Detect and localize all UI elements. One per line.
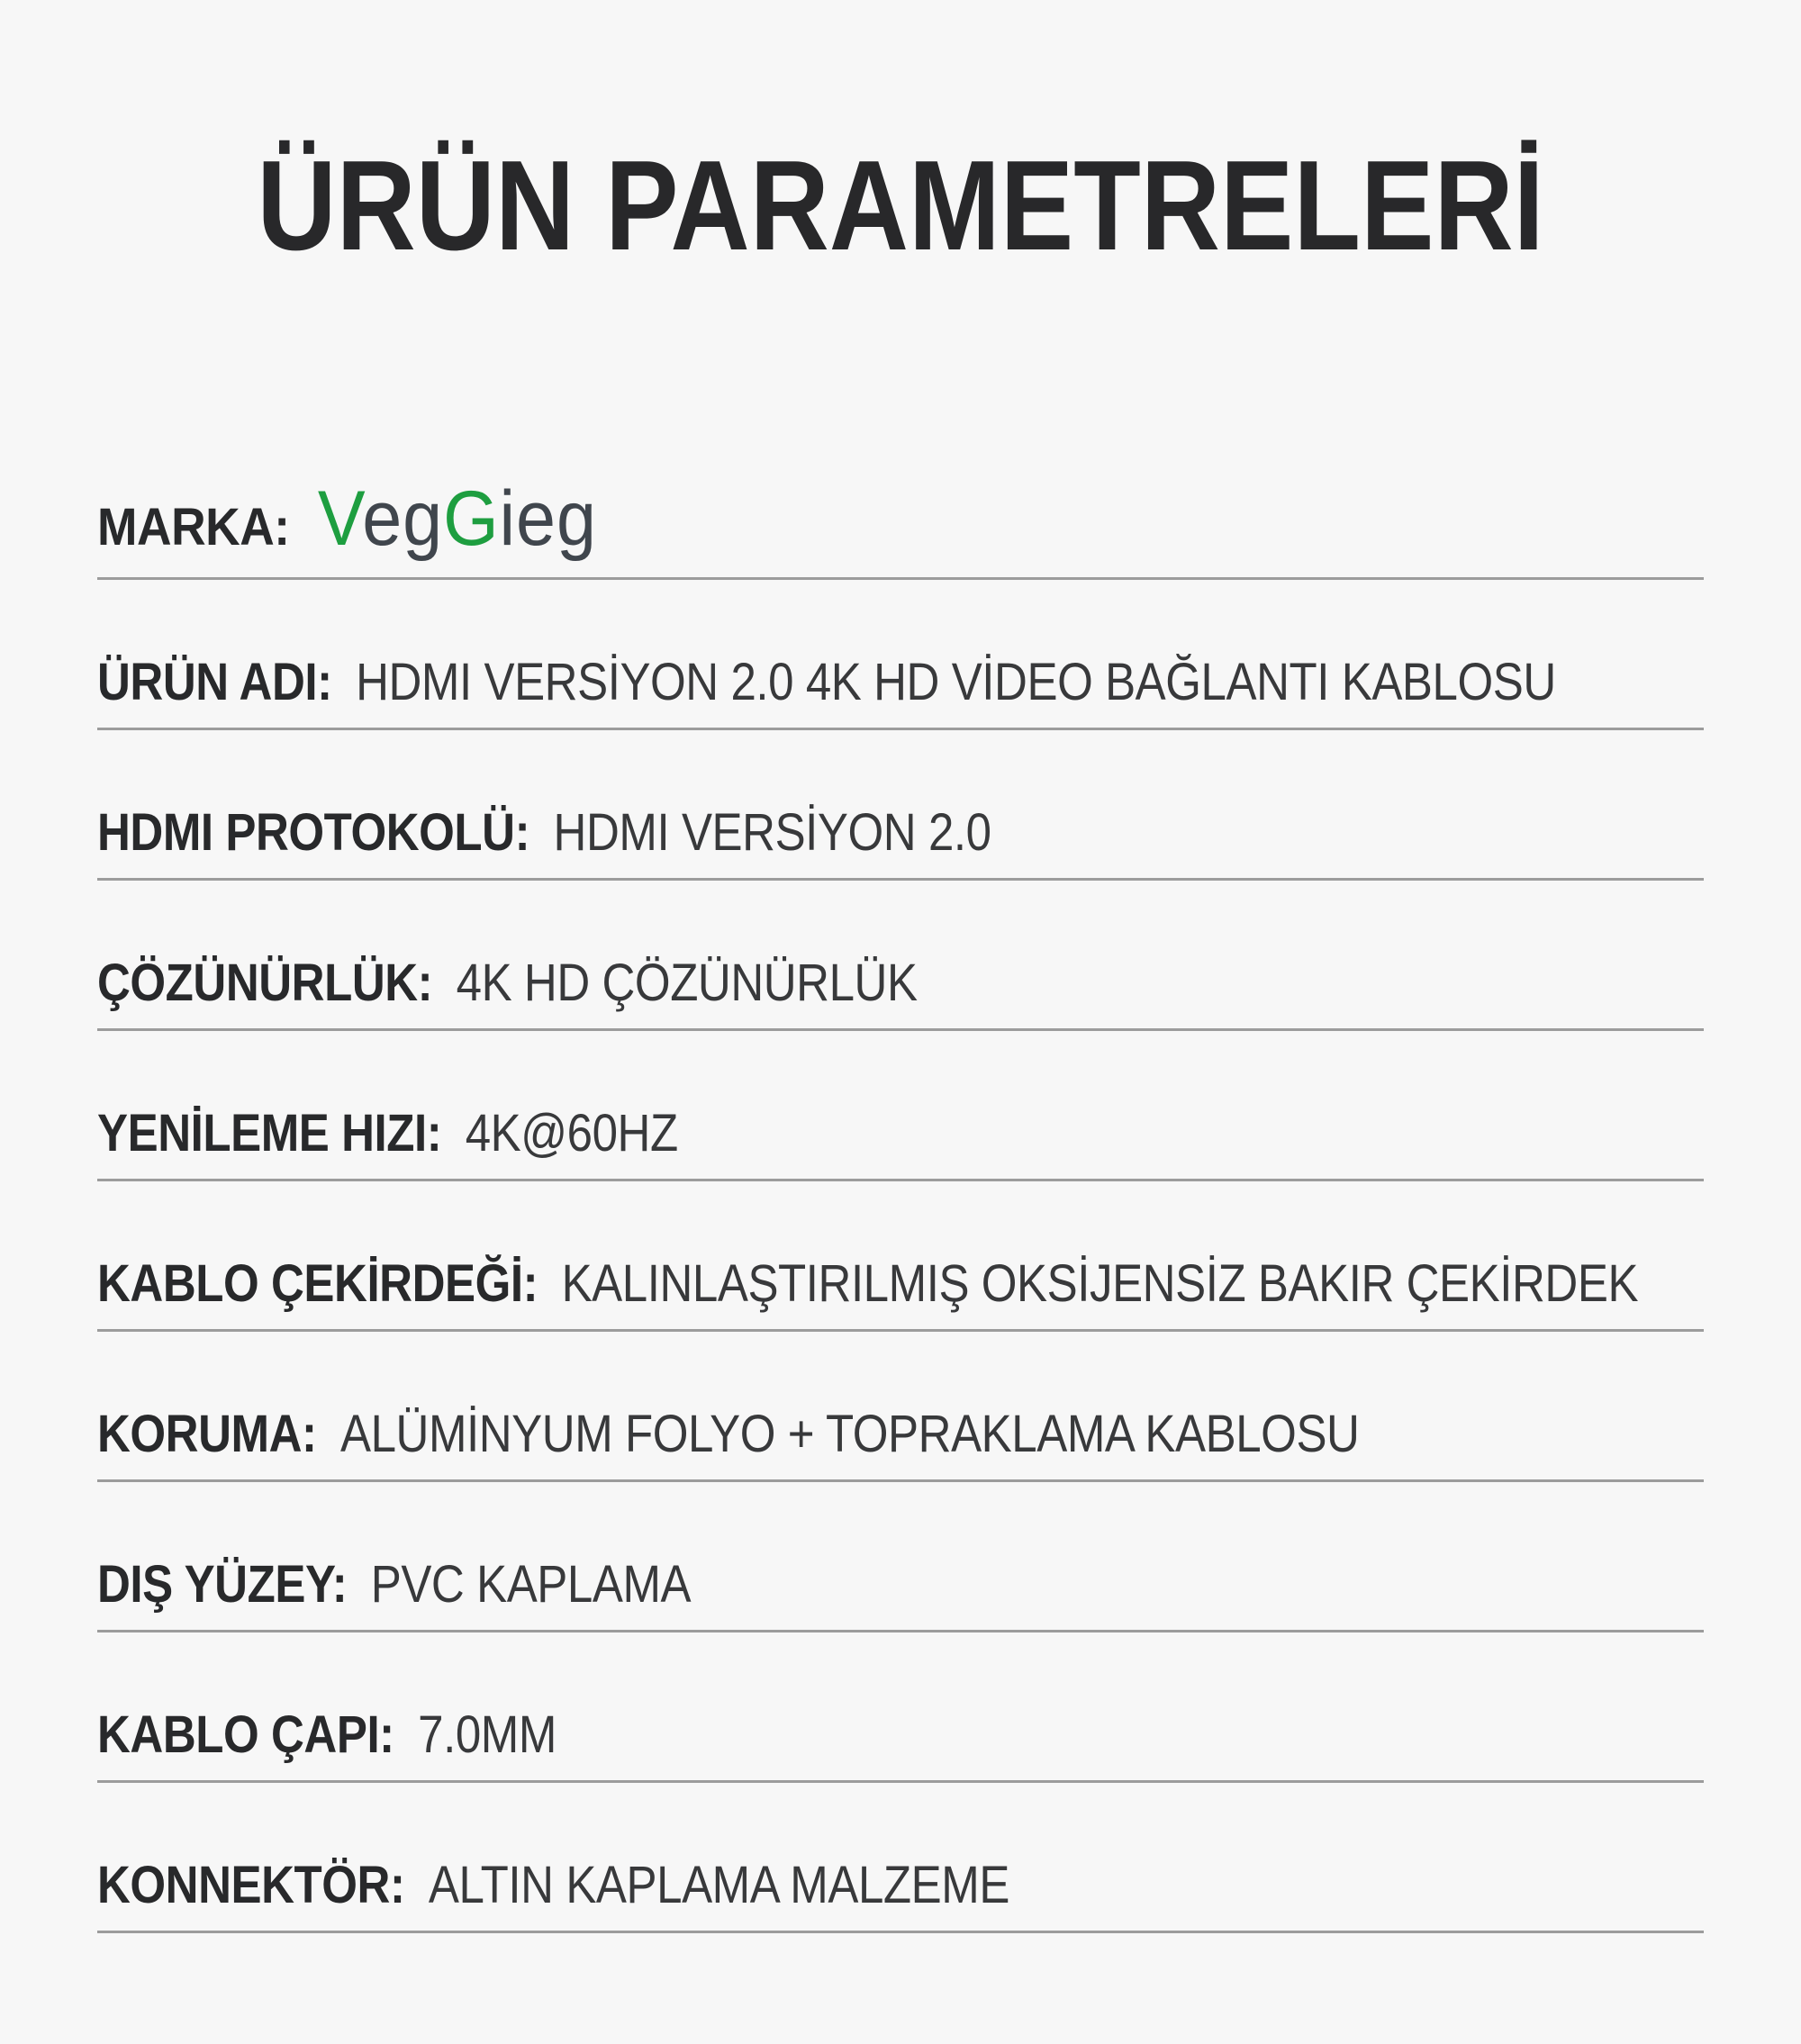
spec-value: 4K HD ÇÖZÜNÜRLÜK	[456, 954, 918, 1012]
brand-label: MARKA:	[97, 498, 290, 556]
logo-segment: G	[443, 475, 500, 562]
spec-label: YENİLEME HIZI:	[97, 1104, 442, 1162]
logo-segment: eg	[362, 475, 444, 562]
spec-label: ÜRÜN ADI:	[97, 653, 332, 711]
spec-row-cozunurluk	[97, 954, 1704, 1031]
spec-value: PVC KAPLAMA	[370, 1555, 692, 1614]
spec-row-dis-yuzey	[97, 1556, 1704, 1632]
veggieg-logo	[317, 475, 597, 562]
spec-row-brand	[97, 475, 1704, 580]
spec-value: ALÜMİNYUM FOLYO + TOPRAKLAMA KABLOSU	[339, 1405, 1360, 1463]
brand-line	[97, 475, 597, 562]
spec-label: HDMI PROTOKOLÜ:	[97, 803, 530, 862]
spec-label: KABLO ÇAPI:	[97, 1705, 394, 1764]
spec-label: KABLO ÇEKİRDEĞİ:	[97, 1254, 538, 1313]
spec-value: 7.0MM	[418, 1705, 557, 1764]
spec-row-koruma	[97, 1406, 1704, 1482]
spec-row-yenileme-hizi	[97, 1105, 1704, 1181]
spec-value: HDMI VERSİYON 2.0 4K HD VİDEO BAĞLANTI KABLOSU	[356, 653, 1556, 711]
spec-label: KORUMA:	[97, 1405, 317, 1463]
logo-segment: ieg	[499, 475, 597, 562]
logo-segment: V	[317, 475, 363, 562]
spec-row-urun-adi	[97, 654, 1704, 730]
spec-row-kablo-capi	[97, 1706, 1704, 1783]
spec-value: ALTIN KAPLAMA MALZEME	[428, 1856, 1009, 1914]
spec-value: 4K@60HZ	[465, 1104, 678, 1162]
spec-label: ÇÖZÜNÜRLÜK:	[97, 954, 433, 1012]
spec-row-konnektor	[97, 1857, 1704, 1933]
spec-value: HDMI VERSİYON 2.0	[553, 803, 991, 862]
spec-label: DIŞ YÜZEY:	[97, 1555, 348, 1614]
spec-row-kablo-cekirdegi	[97, 1255, 1704, 1332]
spec-value: KALINLAŞTIRILMIŞ OKSİJENSİZ BAKIR ÇEKİRDEK	[561, 1254, 1639, 1313]
page-title: ÜRÜN PARAMETRELERİ	[257, 134, 1544, 277]
spec-row-hdmi-protokolu	[97, 804, 1704, 881]
spec-label: KONNEKTÖR:	[97, 1856, 405, 1914]
